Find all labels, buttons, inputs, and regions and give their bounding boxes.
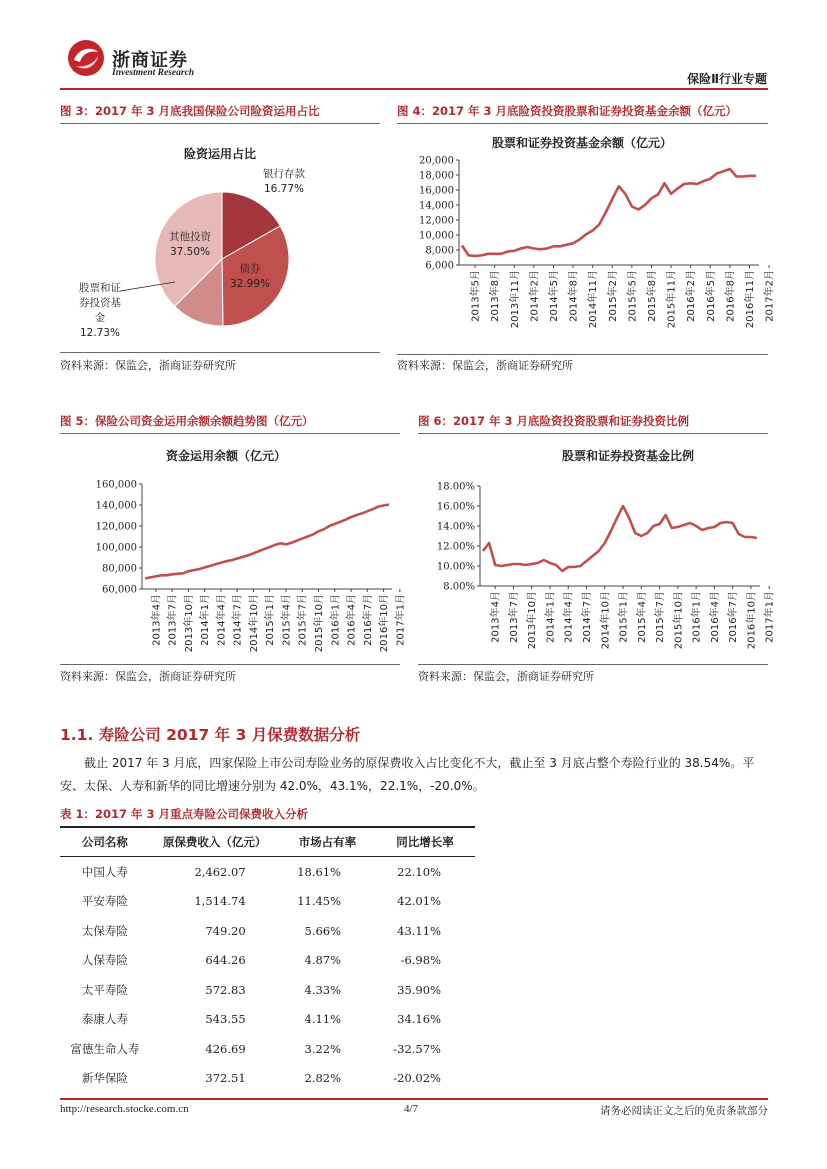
- series-line: [462, 169, 756, 256]
- section-paragraph: 截止 2017 年 3 月底，四家保险上市公司寿险业务的原保费收入占比变化不大，截止至 3 月底占整个寿险行业的 38.54%。平安、太保、人寿和新华的同比增速分别为 42.0%，43.1%，22.1%，-20.0%。: [60, 756, 755, 793]
- x-tick-label: 2015年11月: [666, 270, 678, 329]
- brand-logo: [64, 38, 108, 78]
- section-heading: 1.1. 寿险公司 2017 年 3 月保费数据分析: [60, 726, 361, 744]
- x-tick-label: 2016年11月: [744, 270, 756, 329]
- y-tick-label: 18,000: [419, 170, 454, 182]
- cell-share: 4.33%: [304, 982, 342, 997]
- report-type: 保险Ⅱ行业专题: [687, 72, 767, 86]
- x-tick-label: 2017年2月: [764, 270, 776, 322]
- table-header-row: [60, 827, 475, 857]
- x-tick-label: 2015年7月: [655, 591, 667, 643]
- y-tick-label: 120,000: [95, 521, 137, 533]
- fig4-title-rule: [397, 123, 768, 124]
- chart-title: 险资运用占比: [183, 147, 257, 161]
- x-tick-label: 2014年7月: [582, 591, 594, 643]
- x-tick-label: 2016年1月: [330, 594, 342, 646]
- chart-title: 资金运用余额（亿元）: [165, 449, 287, 463]
- y-tick-label: 100,000: [95, 542, 137, 554]
- series-line: [145, 505, 389, 579]
- x-tick-label: 2013年10月: [183, 594, 195, 653]
- x-tick-label: 2017年1月: [395, 594, 407, 646]
- cell-premium: 749.20: [205, 923, 246, 938]
- fig4-bottom-rule: [397, 354, 768, 355]
- x-tick-label: 2013年5月: [470, 270, 482, 322]
- fig4-line-chart: [397, 127, 776, 354]
- cell-share: 11.45%: [297, 894, 342, 909]
- x-tick-label: 2013年7月: [167, 594, 179, 646]
- cell-share: 18.61%: [297, 864, 342, 879]
- cell-company: 富德生命人寿: [70, 1041, 140, 1056]
- cell-company: 平安寿险: [81, 894, 128, 909]
- y-tick-label: 80,000: [102, 563, 137, 575]
- x-tick-label: 2016年7月: [728, 591, 740, 643]
- x-tick-label: 2014年11月: [588, 270, 600, 329]
- x-tick-label: 2013年11月: [509, 270, 521, 329]
- cell-share: 5.66%: [304, 923, 342, 938]
- col-header-growth: 同比增长率: [375, 827, 475, 857]
- footer-disclaimer: 请务必阅读正文之后的免责条款部分: [600, 1105, 768, 1117]
- table-row: [60, 1034, 475, 1064]
- fig6-bottom-rule: [418, 664, 768, 665]
- y-tick-label: 10,000: [419, 230, 454, 242]
- page-number: 4/7: [404, 1103, 419, 1115]
- x-tick-label: 2016年8月: [725, 270, 737, 322]
- cell-company: 太平寿险: [81, 982, 128, 997]
- cell-company: 太保寿险: [81, 923, 128, 938]
- fig3-pie-chart: [60, 127, 380, 352]
- x-tick-label: 2013年4月: [151, 594, 163, 646]
- x-tick-label: 2013年10月: [527, 591, 539, 650]
- table-row: [60, 916, 475, 946]
- series-line: [483, 506, 757, 571]
- cell-growth: 43.11%: [397, 923, 441, 938]
- y-tick-label: 20,000: [419, 155, 454, 167]
- col-header-share: 市场占有率: [280, 827, 375, 857]
- x-tick-label: 2014年2月: [529, 270, 541, 322]
- fig5-bottom-rule: [60, 664, 400, 665]
- cell-premium: 426.69: [205, 1041, 246, 1056]
- table-row: [60, 1064, 475, 1094]
- fig3-title: 图 3：2017 年 3 月底我国保险公司险资运用占比: [60, 104, 320, 118]
- table-row: [60, 857, 475, 887]
- fig6-line-chart: [418, 437, 776, 663]
- y-tick-label: 6,000: [425, 260, 454, 272]
- table-row: [60, 1005, 475, 1035]
- fig5-title: 图 5：保险公司资金运用余额余额趋势图（亿元）: [60, 414, 314, 428]
- x-tick-label: 2014年4月: [563, 591, 575, 643]
- x-tick-label: 2016年10月: [379, 594, 391, 653]
- brand-name: 浙商证券: [112, 50, 188, 71]
- x-tick-label: 2014年8月: [568, 270, 580, 322]
- y-tick-label: 140,000: [95, 500, 137, 512]
- fig4-title: 图 4：2017 年 3 月底险资投资股票和证券投资基金余额（亿元）: [397, 104, 738, 118]
- x-tick-label: 2014年4月: [216, 594, 228, 646]
- x-tick-label: 2015年8月: [646, 270, 658, 322]
- footer-url[interactable]: http://research.stocke.com.cn: [60, 1103, 189, 1115]
- table-row: [60, 946, 475, 976]
- cell-growth: 35.90%: [397, 982, 441, 997]
- cell-premium: 543.55: [205, 1012, 246, 1027]
- fig6-source: 资料来源：保监会，浙商证券研究所: [418, 670, 594, 683]
- y-tick-label: 12.00%: [436, 541, 475, 553]
- x-tick-label: 2014年1月: [545, 591, 557, 643]
- x-tick-label: 2015年7月: [297, 594, 309, 646]
- cell-share: 4.11%: [304, 1012, 342, 1027]
- cell-growth: -32.57%: [393, 1041, 441, 1056]
- x-tick-label: 2015年10月: [673, 591, 685, 650]
- y-tick-label: 14,000: [419, 200, 454, 212]
- x-tick-label: 2015年1月: [265, 594, 277, 646]
- x-tick-label: 2015年4月: [636, 591, 648, 643]
- y-tick-label: 10.00%: [436, 561, 475, 573]
- fig3-bottom-rule: [60, 352, 380, 353]
- y-tick-label: 16.00%: [436, 501, 475, 513]
- y-tick-label: 160,000: [95, 479, 137, 491]
- fig4-source: 资料来源：保监会，浙商证券研究所: [397, 359, 573, 372]
- table-row: [60, 887, 475, 917]
- cell-share: 4.87%: [304, 953, 342, 968]
- pie-label-2: 债券 32.99%: [229, 263, 271, 290]
- pie-label-3: 股票和证券投资基金 12.73%: [79, 282, 121, 339]
- x-tick-label: 2014年5月: [548, 270, 560, 322]
- fig6-title: 图 6：2017 年 3 月底险资投资股票和证券投资比例: [418, 414, 690, 428]
- cell-growth: 22.10%: [397, 864, 441, 879]
- table1: [60, 826, 475, 1093]
- x-tick-label: 2013年8月: [490, 270, 502, 322]
- cell-share: 3.22%: [304, 1041, 342, 1056]
- pie-label-1: 银行存款 16.77%: [263, 168, 305, 195]
- y-tick-label: 8.00%: [443, 581, 475, 593]
- x-tick-label: 2015年4月: [281, 594, 293, 646]
- cell-premium: 2,462.07: [194, 864, 246, 879]
- cell-premium: 572.83: [205, 982, 246, 997]
- col-header-company: 公司名称: [60, 827, 150, 857]
- chart-title: 股票和证券投资基金余额（亿元）: [491, 136, 673, 150]
- cell-company: 中国人寿: [81, 864, 128, 879]
- x-tick-label: 2016年10月: [746, 591, 758, 650]
- cell-premium: 372.51: [205, 1071, 246, 1086]
- y-tick-label: 12,000: [419, 215, 454, 227]
- fig5-source: 资料来源：保监会，浙商证券研究所: [60, 670, 236, 683]
- cell-premium: 1,514.74: [194, 894, 246, 909]
- x-tick-label: 2013年7月: [508, 591, 520, 643]
- fig6-title-rule: [418, 433, 768, 434]
- cell-growth: -20.02%: [393, 1071, 441, 1086]
- cell-growth: 42.01%: [397, 894, 441, 909]
- footer-rule: [60, 1098, 768, 1100]
- x-tick-label: 2014年7月: [232, 594, 244, 646]
- x-tick-label: 2014年1月: [200, 594, 212, 646]
- x-tick-label: 2016年7月: [362, 594, 374, 646]
- x-tick-label: 2016年2月: [686, 270, 698, 322]
- fig3-source: 资料来源：保监会，浙商证券研究所: [60, 359, 236, 372]
- cell-company: 人保寿险: [81, 953, 128, 968]
- y-tick-label: 16,000: [419, 185, 454, 197]
- y-tick-label: 18.00%: [436, 481, 475, 493]
- table-row: [60, 975, 475, 1005]
- x-tick-label: 2014年10月: [600, 591, 612, 650]
- y-tick-label: 14.00%: [436, 521, 475, 533]
- pie-label-4: 其他投资 37.50%: [169, 231, 211, 258]
- x-tick-label: 2015年2月: [607, 270, 619, 322]
- x-tick-label: 2016年4月: [709, 591, 721, 643]
- header-rule: [60, 88, 768, 90]
- x-tick-label: 2015年5月: [627, 270, 639, 322]
- cell-growth: 34.16%: [397, 1012, 441, 1027]
- x-tick-label: 2016年5月: [705, 270, 717, 322]
- x-tick-label: 2016年4月: [346, 594, 358, 646]
- x-tick-label: 2015年10月: [314, 594, 326, 653]
- y-tick-label: 8,000: [425, 245, 454, 257]
- table1-title: 表 1：2017 年 3 月重点寿险公司保费收入分析: [60, 807, 309, 821]
- cell-company: 新华保险: [81, 1071, 128, 1086]
- x-tick-label: 2013年4月: [490, 591, 502, 643]
- x-tick-label: 2017年1月: [764, 591, 776, 643]
- chart-title: 股票和证券投资基金比例: [561, 449, 695, 463]
- x-tick-label: 2015年1月: [618, 591, 630, 643]
- cell-share: 2.82%: [304, 1071, 342, 1086]
- cell-company: 泰康人寿: [81, 1012, 128, 1027]
- col-header-premium: 原保费收入（亿元）: [150, 827, 280, 857]
- fig5-title-rule: [60, 433, 400, 434]
- y-tick-label: 60,000: [102, 584, 137, 596]
- x-tick-label: 2016年1月: [691, 591, 703, 643]
- cell-premium: 644.26: [205, 953, 246, 968]
- x-tick-label: 2014年10月: [248, 594, 260, 653]
- brand-subtitle: Investment Research: [112, 68, 195, 78]
- fig5-line-chart: [60, 437, 407, 663]
- fig3-title-rule: [60, 123, 380, 124]
- cell-growth: -6.98%: [400, 953, 441, 968]
